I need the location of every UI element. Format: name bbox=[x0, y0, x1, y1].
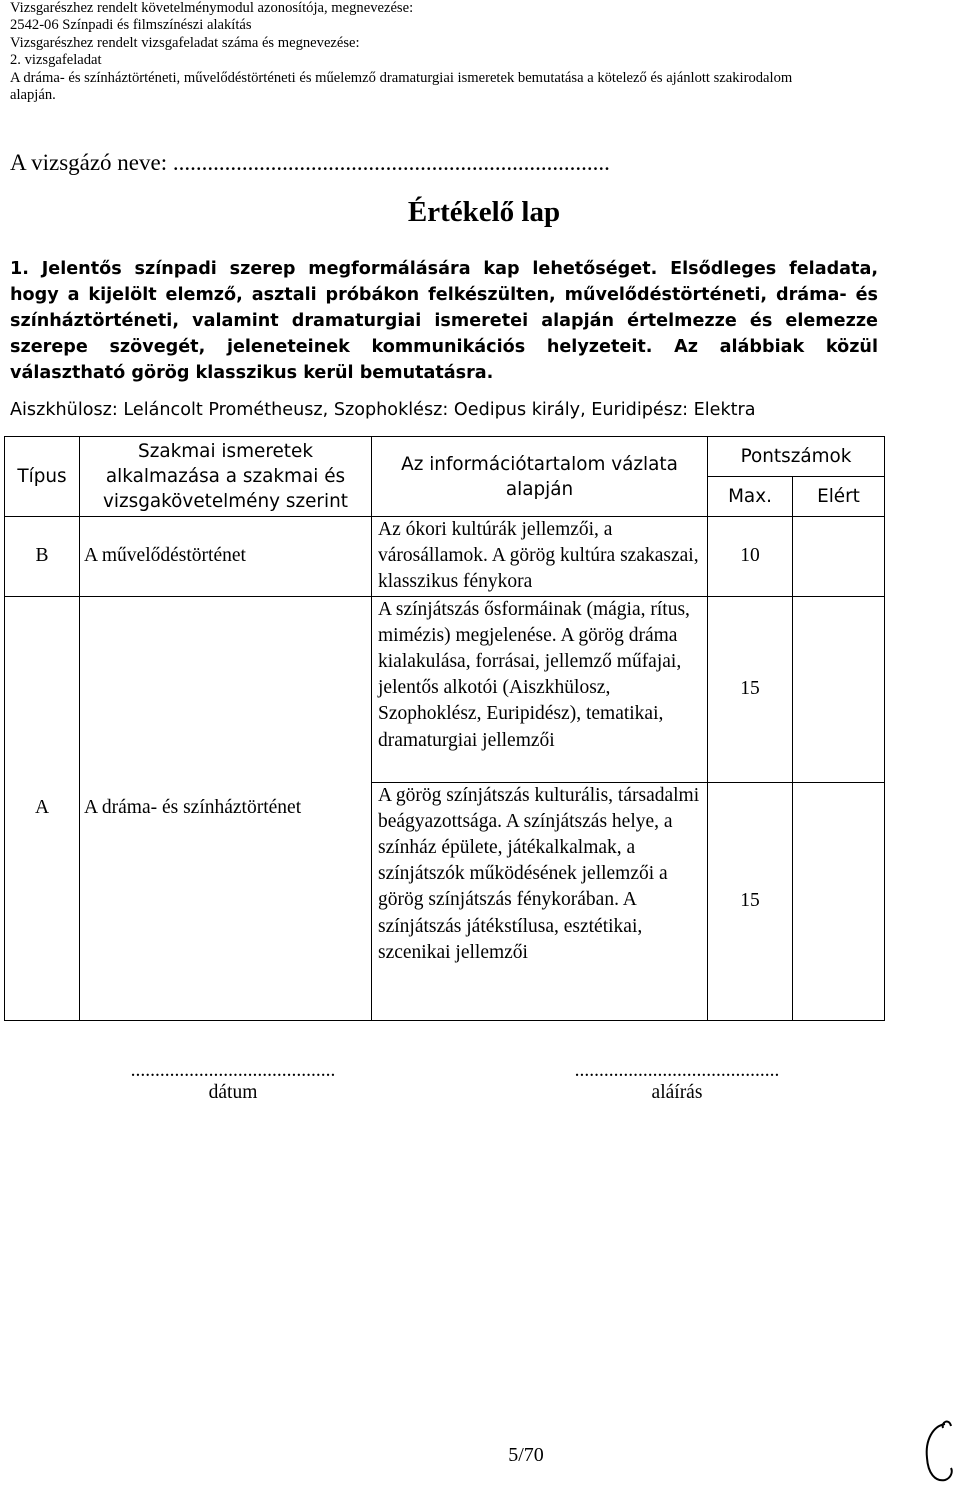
row-type: A bbox=[5, 596, 80, 1020]
date-label: dátum bbox=[208, 1082, 258, 1103]
row-max: 15 bbox=[708, 596, 793, 782]
row-outline: A görög színjátszás kulturális, társadalmi beágyazottsága. A színjátszás helye, a színház épülete, játékalkalmak, a színjátszók működésének jellemzői a görög színjátszás fénykorában. A színjátszás játékstílusa, esztétikai, szcenikai jellemzői bbox=[372, 782, 708, 1020]
date-signature-block bbox=[100, 1060, 366, 1104]
evaluation-table bbox=[4, 436, 885, 1021]
candidate-name-line: A vizsgázó neve: ............................................................................ bbox=[10, 150, 610, 175]
row-outline: A színjátszás ősformáinak (mágia, rítus, mimézis) megjelenése. A görög dráma kialakulása, forrásai, jellemző műfajai, jelentős alkotói (Aiszkhülosz, Szophoklész, Euripidész), tematikai, dramaturgiai jellemzői bbox=[372, 596, 708, 782]
row-max: 10 bbox=[708, 517, 793, 597]
handwritten-mark-icon bbox=[915, 1418, 957, 1488]
sign-signature-block bbox=[544, 1060, 810, 1104]
header-max: Max. bbox=[708, 477, 793, 517]
header-line: Vizsgarészhez rendelt vizsgafeladat száma és megnevezése: bbox=[10, 34, 360, 51]
page-title: Értékelő lap bbox=[407, 196, 561, 228]
header-knowledge: Szakmai ismeretek alkalmazása a szakmai és vizsgakövetelmény szerint bbox=[80, 437, 372, 517]
header-achieved: Elért bbox=[793, 477, 885, 517]
date-dots: .......................................... bbox=[130, 1060, 336, 1081]
row-knowledge: A dráma- és színháztörténet bbox=[80, 596, 372, 1020]
row-max: 15 bbox=[708, 782, 793, 1020]
row-achieved bbox=[793, 517, 885, 597]
header-line: alapján. bbox=[10, 87, 56, 104]
header-points: Pontszámok bbox=[708, 437, 885, 477]
document-header bbox=[10, 0, 910, 104]
header-outline: Az információtartalom vázlata alapján bbox=[372, 437, 708, 517]
header-line: 2542-06 Színpadi és filmszínészi alakítás bbox=[10, 17, 252, 34]
sign-dots: .......................................... bbox=[574, 1060, 780, 1081]
header-line: Vizsgarészhez rendelt követelménymodul azonosítója, megnevezése: bbox=[10, 0, 414, 16]
row-knowledge: A művelődéstörténet bbox=[80, 517, 372, 597]
header-type: Típus bbox=[5, 437, 80, 517]
row-outline: Az ókori kultúrák jellemzői, a városállamok. A görög kultúra szakaszai, klasszikus fénykora bbox=[372, 517, 708, 597]
row-achieved bbox=[793, 596, 885, 782]
works-list: Aiszkhülosz: Leláncolt Prométheusz, Szophoklész: Oedipus király, Euridipész: Elektra bbox=[10, 400, 756, 420]
task-description bbox=[10, 257, 878, 387]
sign-label: aláírás bbox=[651, 1082, 703, 1103]
row-achieved bbox=[793, 782, 885, 1020]
table-row bbox=[5, 517, 885, 597]
table-row bbox=[5, 596, 885, 782]
row-type: B bbox=[5, 517, 80, 597]
header-line: 2. vizsgafeladat bbox=[10, 52, 102, 69]
task-text: 1. Jelentős színpadi szerep megformálására kap lehetőséget. Elsődleges feladata, hogy a kijelölt elemző, asztali próbákon felkészülten, művelődéstörténeti, dráma- és színháztörténeti, valamint dramaturgiai ismeretei alapján értelmezze és elemezze szerepe szövegét, jeleneteinek kommunikációs helyzeteit. Az alábbiak közül választható görög klasszikus kerül bemutatásra. bbox=[10, 259, 878, 383]
page-number: 5/70 bbox=[508, 1444, 544, 1466]
header-line: A dráma- és színháztörténeti, művelődéstörténeti és műelemző dramaturgiai ismeretek bemutatása a kötelező és ajánlott szakirodalom bbox=[10, 69, 793, 86]
